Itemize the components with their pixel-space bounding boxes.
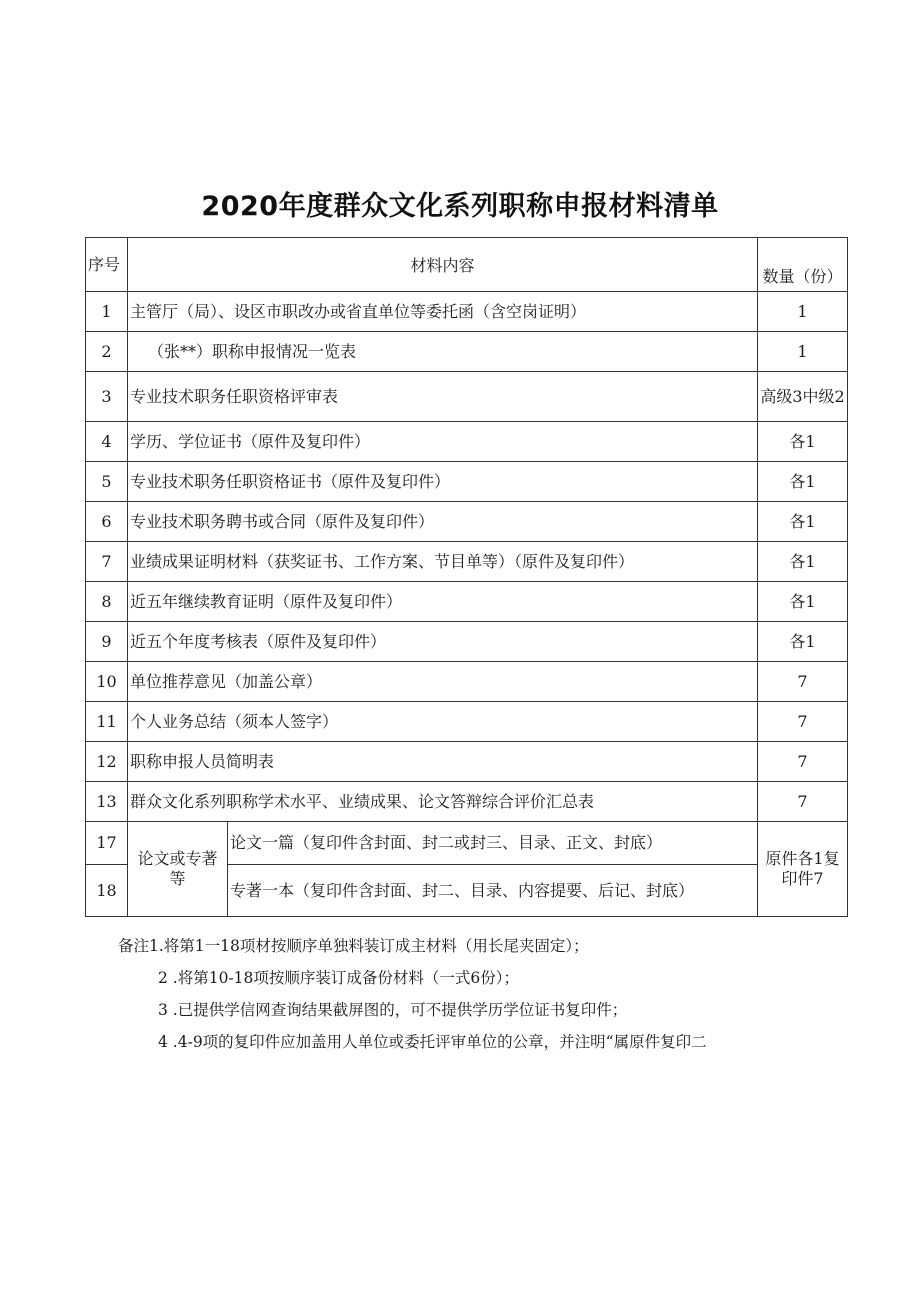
table-row (86, 422, 848, 462)
table-row (86, 542, 848, 582)
row-no: 4 (86, 422, 128, 462)
row-quantity: 各1 (758, 502, 848, 542)
row-no: 3 (86, 372, 128, 422)
merged-quantity: 原件各1复印件7 (758, 822, 848, 917)
row-quantity: 各1 (758, 582, 848, 622)
row-content: 主管厅（局）、设区市职改办或省直单位等委托函（含空岗证明） (128, 292, 758, 332)
row-content: 专业技术职务任职资格评审表 (128, 372, 758, 422)
table-row (86, 582, 848, 622)
header-no: 序号 (86, 238, 128, 292)
row-no: 2 (86, 332, 128, 372)
row-content: 职称申报人员简明表 (128, 742, 758, 782)
row-content: 近五个年度考核表（原件及复印件） (128, 622, 758, 662)
table-row (86, 662, 848, 702)
row-content: 业绩成果证明材料（获奖证书、工作方案、节目单等）（原件及复印件） (128, 542, 758, 582)
table-row (86, 822, 848, 865)
table-row (86, 502, 848, 542)
row-content: 专业技术职务聘书或合同（原件及复印件） (128, 502, 758, 542)
row-content: 专著一本（复印件含封面、封二、目录、内容提要、后记、封底） (228, 865, 758, 917)
row-quantity: 1 (758, 332, 848, 372)
table-row (86, 462, 848, 502)
notes-section (118, 930, 878, 1058)
row-quantity: 高级3中级2 (758, 372, 848, 422)
row-no: 12 (86, 742, 128, 782)
table-row (86, 372, 848, 422)
row-quantity: 1 (758, 292, 848, 332)
row-quantity: 各1 (758, 422, 848, 462)
row-quantity: 7 (758, 662, 848, 702)
row-quantity: 7 (758, 782, 848, 822)
table-row (86, 742, 848, 782)
row-content: 学历、学位证书（原件及复印件） (128, 422, 758, 462)
note-line: 2 .将第10-18项按顺序装订成备份材料（一式6份）； (158, 969, 520, 987)
row-content: 单位推荐意见（加盖公章） (128, 662, 758, 702)
row-no: 8 (86, 582, 128, 622)
row-no: 11 (86, 702, 128, 742)
table-row (86, 782, 848, 822)
row-no: 10 (86, 662, 128, 702)
table-header-row (86, 238, 848, 292)
table-row (86, 622, 848, 662)
note-line: 4 .4-9项的复印件应加盖用人单位或委托评审单位的公章，并注明“属原件复印二 (158, 1033, 707, 1051)
table-row (86, 702, 848, 742)
row-content: （张**）职称申报情况一览表 (128, 332, 758, 372)
row-no: 7 (86, 542, 128, 582)
row-quantity: 7 (758, 702, 848, 742)
note-line: 3 .已提供学信网查询结果截屏图的，可不提供学历学位证书复印件； (158, 1001, 628, 1019)
table-row (86, 332, 848, 372)
row-no: 1 (86, 292, 128, 332)
row-no: 6 (86, 502, 128, 542)
row-content: 近五年继续教育证明（原件及复印件） (128, 582, 758, 622)
row-quantity: 各1 (758, 462, 848, 502)
row-no: 18 (86, 865, 128, 917)
row-no: 9 (86, 622, 128, 662)
row-quantity: 各1 (758, 542, 848, 582)
row-content: 论文一篇（复印件含封面、封二或封三、目录、正文、封底） (228, 822, 758, 865)
row-content: 群众文化系列职称学术水平、业绩成果、论文答辩综合评价汇总表 (128, 782, 758, 822)
row-no: 17 (86, 822, 128, 865)
header-quantity: 数量（份） (758, 238, 848, 292)
note-line: 备注1.将第1一18项材按顺序单独料装订成主材料（用长尾夹固定）； (118, 937, 589, 955)
row-content: 个人业务总结（须本人签字） (128, 702, 758, 742)
row-content: 专业技术职务任职资格证书（原件及复印件） (128, 462, 758, 502)
page-title: 2020年度群众文化系列职称申报材料清单 (201, 191, 719, 222)
row-quantity: 各1 (758, 622, 848, 662)
header-content: 材料内容 (128, 238, 758, 292)
table-row (86, 292, 848, 332)
materials-table (85, 237, 848, 917)
merged-category-label: 论文或专著等 (128, 822, 228, 917)
row-quantity: 7 (758, 742, 848, 782)
row-no: 5 (86, 462, 128, 502)
row-no: 13 (86, 782, 128, 822)
